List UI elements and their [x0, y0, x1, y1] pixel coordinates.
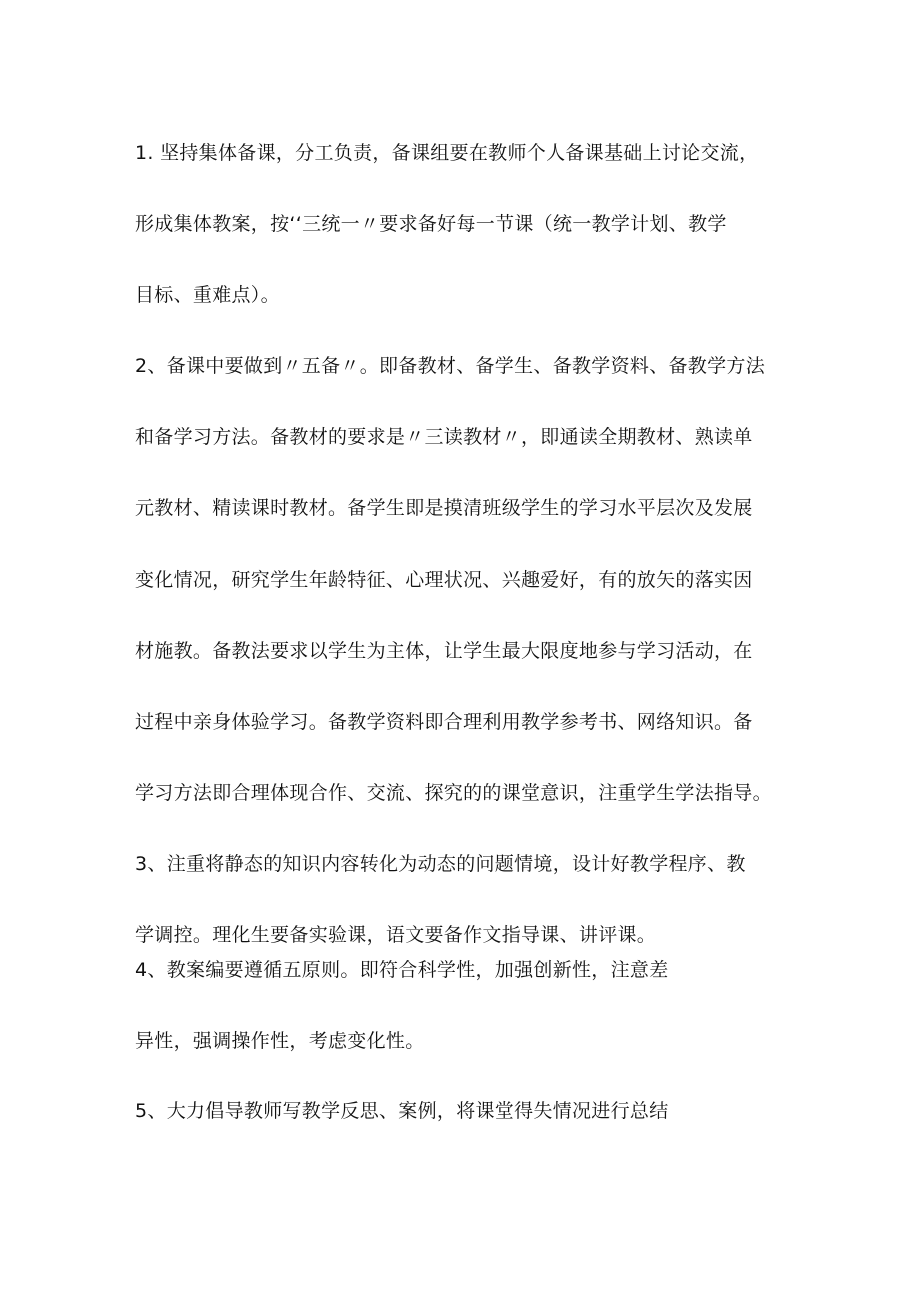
paragraph-4-line-1: 4、教案编要遵循五原则。即符合科学性，加强创新性，注意差	[135, 959, 669, 981]
paragraph-2-line-3: 元教材、精读课时教材。备学生即是摸清班级学生的学习水平层次及发展	[135, 497, 753, 519]
paragraph-2-line-6: 过程中亲身体验学习。备教学资料即合理利用教学参考书、网络知识。备	[135, 711, 753, 733]
paragraph-4-line-2: 异性，强调操作性，考虑变化性。	[135, 1030, 425, 1052]
paragraph-2-line-4: 变化情况，研究学生年龄特征、心理状况、兴趣爱好，有的放矢的落实因	[135, 569, 753, 591]
paragraph-2-line-7: 学习方法即合理体现合作、交流、探究的的课堂意识，注重学生学法指导。	[135, 782, 772, 804]
paragraph-1-line-2: 形成集体教案，按‘‘三统一〃要求备好每一节课（统一教学计划、教学	[135, 213, 727, 235]
paragraph-3-line-1: 3、注重将静态的知识内容转化为动态的问题情境，设计好教学程序、教	[135, 853, 746, 875]
paragraph-1-line-3: 目标、重难点）。	[135, 284, 280, 306]
paragraph-2-line-2: 和备学习方法。备教材的要求是〃三读教材〃，即通读全期教材、熟读单	[135, 426, 753, 448]
paragraph-1-line-1: 1. 坚持集体备课，分工负责，备课组要在教师个人备课基础上讨论交流，	[135, 142, 759, 164]
paragraph-2-line-1: 2、备课中要做到〃五备〃。即备教材、备学生、备教学资料、备教学方法	[135, 355, 765, 377]
paragraph-5-line-1: 5、大力倡导教师写教学反思、案例，将课堂得失情况进行总结	[135, 1100, 669, 1122]
paragraph-3-line-2: 学调控。理化生要备实验课，语文要备作文指导课、讲评课。	[135, 924, 657, 946]
paragraph-2-line-5: 材施教。备教法要求以学生为主体，让学生最大限度地参与学习活动，在	[135, 640, 753, 662]
